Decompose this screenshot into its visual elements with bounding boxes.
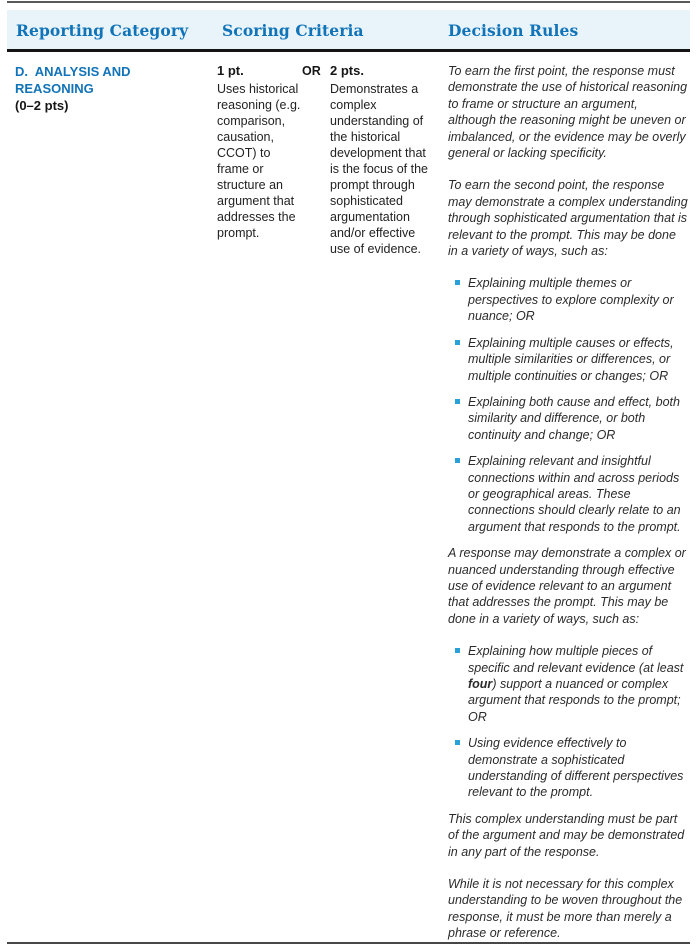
bottom-rule [7, 942, 690, 944]
decision-bullet-list-2 [448, 643, 688, 801]
decision-paragraph-3: A response may demonstrate a complex or nuanced understanding through effective use of evidence relevant to an argument that addresses the prompt. This may be done in a variety of ways, such as: [448, 546, 686, 626]
list-item [448, 735, 688, 801]
bullet-text: Explaining both cause and effect, both similarity and difference, or both continuity and change; OR [468, 394, 680, 442]
list-item [448, 643, 688, 725]
list-item [448, 453, 688, 535]
option-1-text: Uses historical reasoning (e.g. comparison, causation, CCOT) to frame or structure an argument that addresses the prompt. [217, 82, 301, 240]
header-reporting-category: Reporting Category [16, 21, 189, 40]
scoring-criteria-cell [217, 63, 448, 952]
bullet-icon [455, 458, 460, 463]
bullet-text: Explaining multiple causes or effects, multiple similarities or differences, or multiple continuities or changes; OR [468, 335, 674, 383]
category-points-range: (0–2 pts) [15, 98, 69, 113]
table-header-row [7, 10, 690, 49]
bullet-icon [455, 740, 460, 745]
emphasized-word: four [468, 677, 493, 691]
list-item [448, 394, 688, 443]
bullet-icon [455, 399, 460, 404]
reporting-category-cell [7, 63, 217, 952]
decision-paragraph-5: While it is not necessary for this complex understanding to be woven throughout the response, it must be more than merely a phrase or reference. [448, 877, 683, 941]
bullet-text: Explaining how multiple pieces of specific and relevant evidence (at least four) support a nuanced or complex argument that responds to the prompt; OR [468, 644, 684, 724]
bullet-icon [455, 340, 460, 345]
decision-paragraph-4: This complex understanding must be part of the argument and may be demonstrated in any part of the response. [448, 811, 685, 859]
or-label: OR [302, 64, 321, 78]
decision-rules-cell [448, 63, 690, 952]
bullet-text: Using evidence effectively to demonstrate a sophisticated understanding of different perspectives relevant to the prompt. [468, 736, 684, 800]
rubric-row-analysis-reasoning [7, 52, 690, 952]
decision-bullet-list-1 [448, 275, 688, 535]
category-title: D. ANALYSIS AND REASONING [15, 64, 135, 96]
header-scoring-criteria: Scoring Criteria [222, 21, 364, 40]
decision-paragraph-2: To earn the second point, the response may demonstrate a complex understanding through sophisticated argumentation that is relevant to the prompt. This may be done in a variety of ways, such as: [448, 178, 688, 259]
decision-paragraph-1: To earn the first point, the response must demonstrate the use of historical reasoning to frame or structure an argument, although the reasoning might be uneven or imbalanced, or the evidence may be overly general or lacking specificity. [448, 64, 688, 161]
option-2-text: Demonstrates a complex understanding of the historical development that is the focus of the prompt through sophisticated argumentation and/or effective use of evidence. [330, 82, 428, 256]
bullet-text: Explaining multiple themes or perspectives to explore complexity or nuance; OR [468, 276, 674, 324]
bullet-icon [455, 648, 460, 653]
option-2-points-label: 2 pts. [330, 63, 364, 78]
option-1-points-label: 1 pt. [217, 63, 244, 78]
bullet-text: Explaining relevant and insightful connections within and across periods or geographical areas. These connections should clearly relate to an argument that responds to the prompt. [468, 454, 681, 534]
bullet-icon [455, 280, 460, 285]
criteria-option-2 [330, 63, 436, 952]
criteria-option-1 [217, 63, 302, 952]
header-decision-rules: Decision Rules [448, 21, 579, 40]
top-rule [7, 1, 690, 3]
list-item [448, 275, 688, 324]
rubric-table [7, 0, 690, 952]
list-item [448, 335, 688, 384]
